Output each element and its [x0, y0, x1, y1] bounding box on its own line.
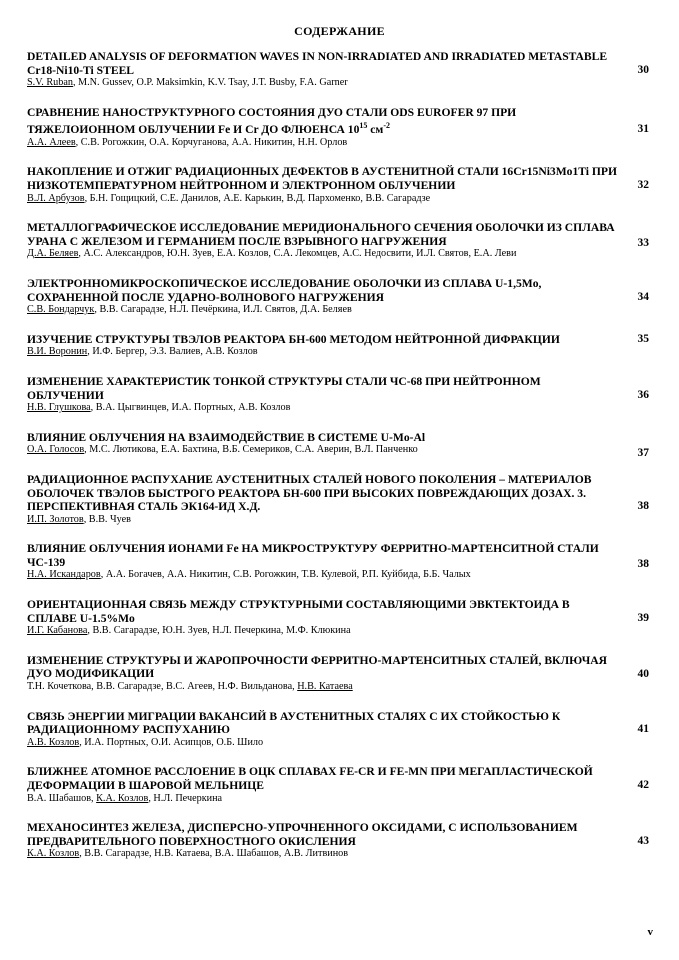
toc-entry-page-number: 30 — [637, 63, 649, 76]
title-text: ИЗУЧЕНИЕ СТРУКТУРЫ ТВЭЛОВ РЕАКТОРА БН-600 МЕТОДОМ НЕЙТРОННОЙ ДИФРАКЦИИ — [27, 332, 560, 346]
toc-entry-authors — [27, 402, 627, 415]
toc-entry-page-number: 41 — [637, 723, 649, 736]
page-folio: v — [647, 926, 653, 938]
co-authors: , И.Ф. Бергер, Э.З. Валиев, А.В. Козлов — [87, 346, 258, 358]
toc-entry-page-number: 42 — [637, 779, 649, 792]
toc-entry — [27, 165, 657, 205]
title-text: DETAILED ANALYSIS OF DEFORMATION WAVES IN NON-IRRADIATED AND IRRADIATED METASTABLE Cr18-Ni10-Ti STEEL — [27, 50, 608, 77]
presenting-author: Н.В. Катаева — [297, 681, 353, 693]
title-text: ИЗМЕНЕНИЕ СТРУКТУРЫ И ЖАРОПРОЧНОСТИ ФЕРРИТНО-МАРТЕНСИТНЫХ СТАЛЕЙ, ВКЛЮЧАЯ ДУО МОДИФИКАЦИИ — [27, 653, 607, 681]
toc-entry-title — [27, 598, 619, 625]
toc-entry-title — [27, 221, 619, 248]
toc-entry-authors — [27, 737, 627, 750]
co-authors: , В.В. Сагарадзе, Н.Л. Печёркина, И.Л. Святов, Д.А. Беляев — [94, 304, 352, 316]
preceding-authors: Т.Н. Кочеткова, В.В. Сагарадзе, В.С. Агеев, Н.Ф. Вильданова, — [27, 681, 298, 693]
title-superscript: 15 — [359, 121, 368, 131]
toc-entry — [27, 50, 657, 90]
co-authors: , В.А. Цыгвинцев, И.А. Портных, А.В. Козлов — [90, 402, 291, 414]
title-text: МЕТАЛЛОГРАФИЧЕСКОЕ ИССЛЕДОВАНИЕ МЕРИДИОНАЛЬНОГО СЕЧЕНИЯ ОБОЛОЧКИ ИЗ СПЛАВА УРАНА С ЖЕЛЕЗОМ И ГЕРМАНИЕМ ПОСЛЕ ВЗРЫВНОГО НАГРУЖЕНИЯ — [27, 221, 615, 248]
toc-entry-page-number: 37 — [637, 446, 649, 459]
co-authors: , В.В. Чуев — [83, 513, 131, 525]
title-unit: см — [367, 123, 384, 137]
toc-entry-authors — [27, 137, 627, 150]
toc-entry-title — [27, 431, 619, 445]
toc-entry-title — [27, 473, 619, 514]
toc-entry-page-number: 31 — [637, 123, 649, 136]
presenting-author: И.Г. Кабанова — [27, 625, 88, 637]
title-text: РАДИАЦИОННОЕ РАСПУХАНИЕ АУСТЕНИТНЫХ СТАЛЕЙ НОВОГО ПОКОЛЕНИЯ – МАТЕРИАЛОВ ОБОЛОЧЕК ТВЭЛОВ БЫСТРОГО РЕАКТОРА БН-600 ПРИ ВЫСОКИХ ПОВРЕЖДАЮЩИХ ДОЗАХ. 3. ПЕРСПЕКТИВНАЯ СТАЛЬ ЭК164-ИД Х.Д. — [27, 472, 592, 514]
toc-entry — [27, 473, 657, 526]
toc-entry-authors — [27, 346, 627, 359]
co-authors: , А.А. Богачев, А.А. Никитин, С.В. Рогожкин, Т.В. Кулевой, Р.П. Куйбида, Б.Б. Чалых — [100, 569, 471, 581]
toc-entry-authors — [27, 248, 627, 261]
co-authors: , В.В. Сагарадзе, Ю.Н. Зуев, Н.Л. Печеркина, М.Ф. Клюкина — [87, 625, 351, 637]
toc-entry-authors — [27, 193, 627, 206]
presenting-author: В.И. Воронин — [27, 346, 88, 358]
toc-entry — [27, 710, 657, 750]
presenting-author: О.А. Голосов — [27, 444, 85, 456]
toc-entry — [27, 431, 657, 457]
preceding-authors: В.А. Шабашов, — [27, 792, 97, 804]
presenting-author: А.А. Алеев — [27, 136, 76, 148]
toc-entry-page-number: 38 — [637, 500, 649, 513]
toc-entry-page-number: 38 — [637, 558, 649, 571]
toc-entry-page-number: 39 — [637, 611, 649, 624]
presenting-author: Д.А. Беляев — [27, 248, 79, 260]
toc-entry-title — [27, 542, 619, 569]
toc-entry-authors — [27, 514, 627, 527]
co-authors: , В.В. Сагарадзе, Н.В. Катаева, В.А. Шабашов, А.В. Литвинов — [79, 848, 349, 860]
toc-heading: СОДЕРЖАНИЕ — [294, 24, 385, 38]
toc-entry-authors — [27, 304, 627, 317]
toc-entry-authors — [27, 793, 627, 806]
toc-entry-authors — [27, 77, 627, 90]
toc-entry-title — [27, 654, 619, 681]
toc-entry — [27, 765, 657, 805]
toc-entry — [27, 654, 657, 694]
toc-entry-authors — [27, 569, 627, 582]
table-of-contents — [27, 50, 657, 861]
toc-entry-title — [27, 375, 619, 402]
toc-entry-authors — [27, 681, 627, 694]
co-authors: , Н.Л. Печеркина — [148, 792, 223, 804]
co-authors: , С.В. Рогожкин, О.А. Корчуганова, А.А. Никитин, Н.Н. Орлов — [75, 136, 348, 148]
toc-entry-page-number: 40 — [637, 667, 649, 680]
toc-entry — [27, 106, 657, 150]
toc-entry — [27, 333, 657, 359]
title-text: СРАВНЕНИЕ НАНОСТРУКТУРНОГО СОСТОЯНИЯ ДУО СТАЛИ ODS EUROFER 97 ПРИ ТЯЖЕЛОИОННОМ ОБЛУЧЕНИИ Fe И Cr ДО ФЛЮЕНСА 10 — [27, 105, 517, 137]
presenting-author: Н.А. Искандаров — [27, 569, 101, 581]
title-text: СВЯЗЬ ЭНЕРГИИ МИГРАЦИИ ВАКАНСИЙ В АУСТЕНИТНЫХ СТАЛЯХ С ИХ СТОЙКОСТЬЮ К РАДИАЦИОННОМУ РАСПУХАНИЮ — [27, 709, 561, 737]
title-unit-superscript: -2 — [383, 121, 390, 131]
title-text: БЛИЖНЕЕ АТОМНОЕ РАССЛОЕНИЕ В ОЦК СПЛАВАХ FE-CR И FE-MN ПРИ МЕГАПЛАСТИЧЕСКОЙ ДЕФОРМАЦИИ В ШАРОВОЙ МЕЛЬНИЦЕ — [27, 765, 593, 793]
presenting-author: А.В. Козлов — [27, 736, 80, 748]
toc-entry-authors — [27, 444, 627, 457]
title-text: ВЛИЯНИЕ ОБЛУЧЕНИЯ ИОНАМИ Fe НА МИКРОСТРУКТУРУ ФЕРРИТНО-МАРТЕНСИТНОЙ СТАЛИ ЧС-139 — [27, 542, 599, 569]
toc-entry-title — [27, 765, 619, 792]
toc-entry-title — [27, 333, 619, 347]
toc-entry-page-number: 35 — [637, 332, 649, 345]
co-authors: , А.С. Александров, Ю.Н. Зуев, Е.А. Козлов, С.А. Лекомцев, А.С. Недосвити, И.Л. Святов, Е.А. Леви — [78, 248, 517, 260]
toc-entry-title — [27, 277, 619, 304]
toc-entry — [27, 221, 657, 261]
title-text: ОРИЕНТАЦИОННАЯ СВЯЗЬ МЕЖДУ СТРУКТУРНЫМИ СОСТАВЛЯЮЩИМИ ЭВКТЕКТОИДА В СПЛАВЕ U-1.5%Mo — [27, 598, 570, 625]
toc-entry-page-number: 36 — [637, 388, 649, 401]
title-text: МЕХАНОСИНТЕЗ ЖЕЛЕЗА, ДИСПЕРСНО-УПРОЧНЕННОГО ОКСИДАМИ, С ИСПОЛЬЗОВАНИЕМ ПРЕДВАРИТЕЛЬНОГО ПОВЕРХНОСТНОГО ОКИСЛЕНИЯ — [27, 821, 578, 848]
toc-entry-page-number: 43 — [637, 834, 649, 847]
toc-entry-page-number: 33 — [637, 237, 649, 250]
toc-entry-title — [27, 165, 619, 192]
co-authors: , Б.Н. Гощицкий, С.Е. Данилов, А.Е. Карькин, В.Д. Пархоменко, В.В. Сагарадзе — [84, 192, 431, 204]
title-text: ВЛИЯНИЕ ОБЛУЧЕНИЯ НА ВЗАИМОДЕЙСТВИЕ В СИСТЕМЕ U-Mo-Al — [27, 430, 426, 444]
presenting-author: Н.В. Глушкова — [27, 402, 91, 414]
title-text: ЭЛЕКТРОННОМИКРОСКОПИЧЕСКОЕ ИССЛЕДОВАНИЕ ОБОЛОЧКИ ИЗ СПЛАВА U-1,5Mo, СОХРАНЕННОЙ ПОСЛЕ УДАРНО-ВОЛНОВОГО НАГРУЖЕНИЯ — [27, 276, 542, 304]
toc-entry — [27, 277, 657, 317]
presenting-author: К.А. Козлов — [27, 848, 80, 860]
toc-entry-page-number: 32 — [637, 179, 649, 192]
co-authors: , И.А. Портных, О.И. Асипцов, О.Б. Шило — [79, 736, 264, 748]
presenting-author: И.П. Золотов — [27, 513, 84, 525]
toc-entry-title — [27, 50, 619, 77]
title-text: ИЗМЕНЕНИЕ ХАРАКТЕРИСТИК ТОНКОЙ СТРУКТУРЫ СТАЛИ ЧС-68 ПРИ НЕЙТРОННОМ ОБЛУЧЕНИИ — [27, 374, 541, 402]
co-authors: , М.С. Лютикова, Е.А. Бахтина, В.Б. Семериков, С.А. Аверин, В.Л. Панченко — [84, 444, 418, 456]
toc-entry-page-number: 34 — [637, 290, 649, 303]
toc-entry — [27, 542, 657, 582]
toc-entry-title — [27, 821, 619, 848]
presenting-author: С.В. Бондарчук — [27, 304, 95, 316]
toc-entry-title — [27, 710, 619, 737]
title-text: НАКОПЛЕНИЕ И ОТЖИГ РАДИАЦИОННЫХ ДЕФЕКТОВ В АУСТЕНИТНОЙ СТАЛИ 16Cr15Ni3Mo1Ti ПРИ НИЗКОТЕМПЕРАТУРНОМ НЕЙТРОННОМ И ЭЛЕКТРОННОМ ОБЛУЧЕНИИ — [27, 165, 618, 193]
toc-entry — [27, 598, 657, 638]
presenting-author: В.Л. Арбузов — [27, 192, 85, 204]
toc-entry-authors — [27, 848, 627, 861]
toc-entry — [27, 375, 657, 415]
co-authors: , M.N. Gussev, O.P. Maksimkin, K.V. Tsay, J.T. Busby, F.A. Garner — [72, 77, 348, 89]
toc-entry-title — [27, 106, 619, 137]
presenting-author: К.А. Козлов — [96, 792, 149, 804]
presenting-author: S.V. Ruban — [27, 77, 73, 89]
toc-entry-authors — [27, 625, 627, 638]
toc-entry — [27, 821, 657, 861]
